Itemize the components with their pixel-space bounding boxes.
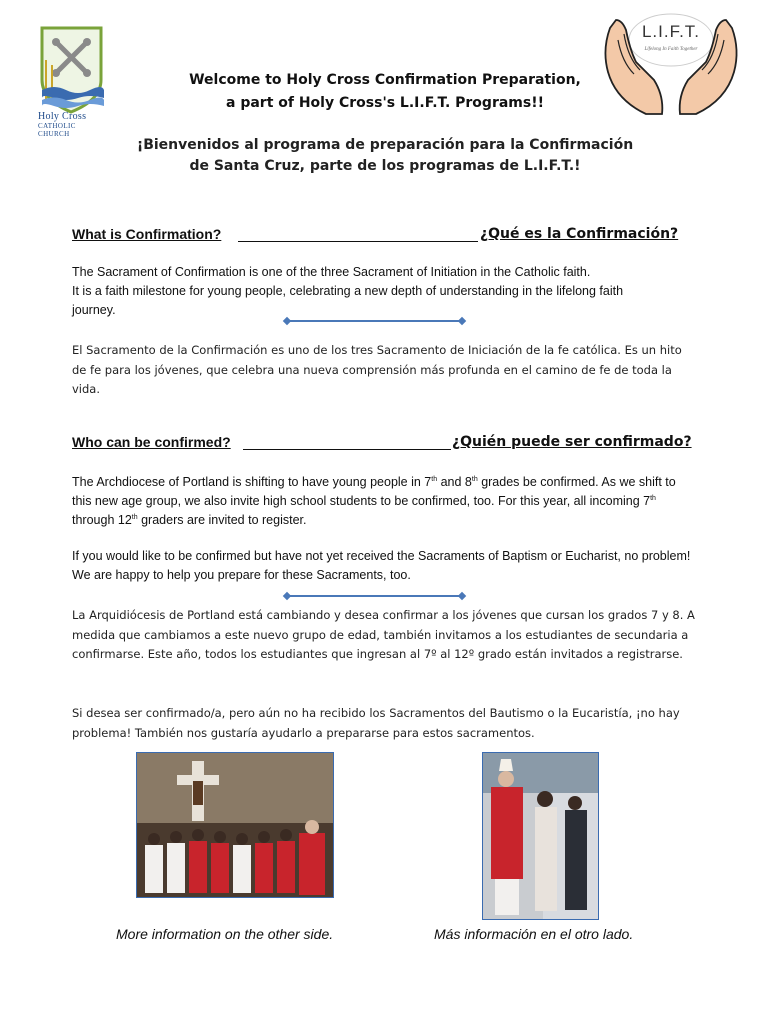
church-name: Holy Cross <box>38 111 87 122</box>
section-2-heading-underline <box>243 449 451 450</box>
confirmation-anointing-photo <box>482 752 599 920</box>
welcome-title-es-line-2: de Santa Cruz, parte de los programas de L.I.F.T.! <box>189 158 581 174</box>
church-name-subtitle: CATHOLIC CHURCH <box>38 122 76 138</box>
confirmation-group-photo <box>136 752 334 898</box>
p1-text-d: through 12 <box>72 513 132 527</box>
p1-sup-4: th <box>131 513 138 521</box>
section-1-heading-en: What is Confirmation? <box>72 226 222 242</box>
section-1-body-en-line-3: journey. <box>72 303 116 317</box>
section-1-body-es: El Sacramento de la Confirmación es uno de los tres Sacramento de Iniciación de la fe católica. Es un hito de fe para los jóvenes, que celebra una nueva comprensión más profunda en el camino de fe de toda la vida. <box>72 343 682 396</box>
p1-sup-3: th <box>650 494 656 502</box>
section-2-paragraph-1 <box>72 473 684 530</box>
caption-right: Más información en el otro lado. <box>434 926 634 942</box>
section-1-heading-es: ¿Qué es la Confirmación? <box>480 226 679 242</box>
section-2-paragraph-3-es: La Arquidiócesis de Portland está cambiando y desea confirmar a los jóvenes que cursan los grados 7 y 8. A medida que cambiamos a este nuevo grupo de edad, también invitamos a los estudiantes de secundaria a confirmarse. Este año, todos los estudiantes que ingresan al 7º al 12º grado están invitados a registrarse. <box>72 608 695 661</box>
p1-sup-2: th <box>471 475 478 483</box>
welcome-title-en-line-2: a part of Holy Cross's L.I.F.T. Programs!! <box>226 95 544 111</box>
p1-text-e: graders are invited to register. <box>137 513 307 527</box>
section-2-paragraph-2: If you would like to be confirmed but have not yet received the Sacraments of Baptism or Eucharist, no problem! We are happy to help you prepare for these Sacraments, too. <box>72 549 691 582</box>
divider-line <box>287 320 462 322</box>
p1-text-c: grades be confirmed. As we shift to this new age group, we also invite high school students to be confirmed, too. For this year, all incoming 7 <box>72 475 676 508</box>
p1-text-b: and 8 <box>437 475 472 489</box>
section-1-body-en-line-2: It is a faith milestone for young people, celebrating a new depth of understanding in the lifelong faith <box>72 284 624 298</box>
lift-logo-title: L.I.F.T. <box>641 22 701 41</box>
section-2-heading-en: Who can be confirmed? <box>72 434 231 450</box>
p1-text-a: The Archdiocese of Portland is shifting to have young people in 7 <box>72 475 432 489</box>
lift-logo-tagline: Lifelong In Faith Together <box>644 47 698 52</box>
lift-hands-logo <box>596 10 746 130</box>
welcome-title-en-line-1: Welcome to Holy Cross Confirmation Preparation, <box>189 72 581 88</box>
divider-end-dot <box>458 592 466 600</box>
section-2-heading-es: ¿Quién puede ser confirmado? <box>452 434 692 450</box>
divider-end-dot <box>283 592 291 600</box>
section-1-heading-underline <box>238 241 478 242</box>
welcome-title-es-line-1: ¡Bienvenidos al programa de preparación para la Confirmación <box>136 137 634 153</box>
section-1-body-en-line-1: The Sacrament of Confirmation is one of the three Sacrament of Initiation in the Catholic faith. <box>72 265 591 279</box>
section-2-paragraph-4-es: Si desea ser confirmado/a, pero aún no ha recibido los Sacramentos del Bautismo o la Eucaristía, ¡no hay problema! También nos gustaría ayudarlo a prepararse para estos sacramentos. <box>72 706 680 740</box>
divider-line <box>287 595 462 597</box>
caption-left: More information on the other side. <box>116 926 334 942</box>
p1-sup-1: th <box>431 475 438 483</box>
